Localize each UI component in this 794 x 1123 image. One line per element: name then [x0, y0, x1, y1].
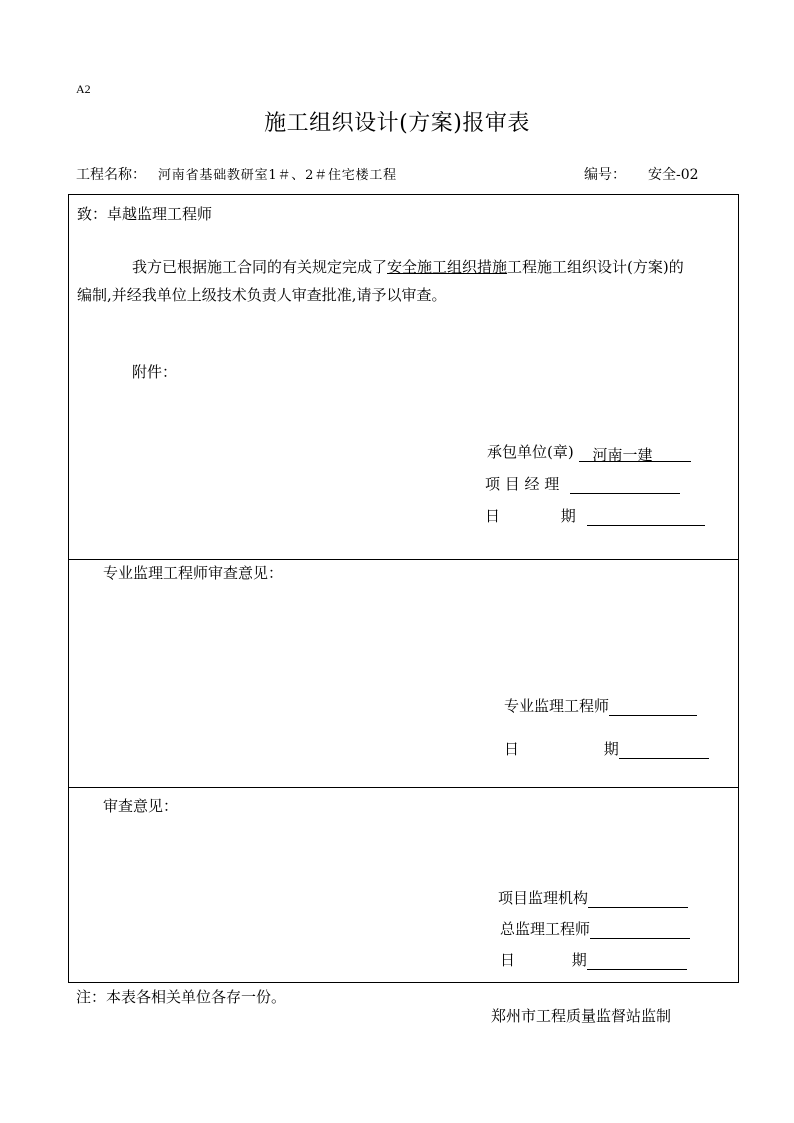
- project-manager-signature-line: [570, 476, 680, 494]
- footer-note: 注：本表各相关单位各存一份。: [76, 988, 287, 1006]
- contractor-value: 河南一建: [579, 444, 691, 462]
- submission-body-line1: [132, 256, 684, 277]
- attachment-label: 附件：: [132, 363, 178, 381]
- project-manager-line: [485, 473, 680, 494]
- project-manager-label: 项 目 经 理: [485, 475, 560, 493]
- recipient-value: 卓越监理工程师: [107, 205, 213, 223]
- project-name-label: 工程名称：: [76, 167, 146, 183]
- specialist-engineer-line: [504, 695, 697, 716]
- submission-body-line2: 编制,并经我单位上级技术负责人审查批准,请予以审查。: [77, 286, 447, 304]
- contractor-label: 承包单位(章): [487, 443, 574, 461]
- date-signature-line: [587, 508, 705, 526]
- recipient-line: [77, 203, 212, 224]
- specialist-review-section: [68, 559, 739, 788]
- date-label-left: 日: [485, 507, 501, 525]
- recipient-label: 致：: [77, 205, 108, 223]
- date-label-left: 日: [504, 740, 520, 758]
- date-line-2: [504, 738, 709, 759]
- scheme-name: 安全施工组织措施: [387, 258, 508, 276]
- form-number-label: 编号：: [584, 167, 626, 183]
- date-label-right: 期: [571, 951, 587, 969]
- specialist-review-heading: 专业监理工程师审查意见：: [103, 564, 284, 582]
- footer-issuer: 郑州市工程质量监督站监制: [491, 1007, 672, 1025]
- form-title: 施工组织设计(方案)报审表: [264, 111, 530, 136]
- form-code: A2: [76, 82, 91, 96]
- project-name-value: 河南省基础教研室1＃、2＃住宅楼工程: [158, 168, 397, 183]
- chief-engineer-signature-line: [590, 921, 690, 939]
- date-signature-line: [587, 952, 687, 970]
- date-label-right: 期: [603, 740, 619, 758]
- review-opinion-heading: 审查意见：: [103, 797, 179, 815]
- submission-section: [68, 194, 739, 560]
- body-text-2: 工程施工组织设计(方案)的: [507, 258, 684, 276]
- chief-engineer-line: [500, 918, 690, 939]
- body-text-1: 我方已根据施工合同的有关规定完成了: [132, 258, 388, 276]
- date-line-3: [500, 949, 687, 970]
- form-number-value: 安全-02: [648, 167, 699, 183]
- specialist-engineer-signature-line: [609, 698, 697, 716]
- date-label-right: 期: [560, 507, 576, 525]
- date-label-left: 日: [500, 951, 516, 969]
- date-line-1: [485, 505, 705, 526]
- chief-review-section: [68, 787, 739, 983]
- supervision-org-line: [498, 887, 688, 908]
- date-signature-line: [619, 741, 709, 759]
- specialist-engineer-label: 专业监理工程师: [504, 697, 610, 715]
- contractor-line: [487, 441, 691, 462]
- supervision-org-signature-line: [588, 890, 688, 908]
- chief-engineer-label: 总监理工程师: [500, 920, 591, 938]
- supervision-org-label: 项目监理机构: [498, 889, 589, 907]
